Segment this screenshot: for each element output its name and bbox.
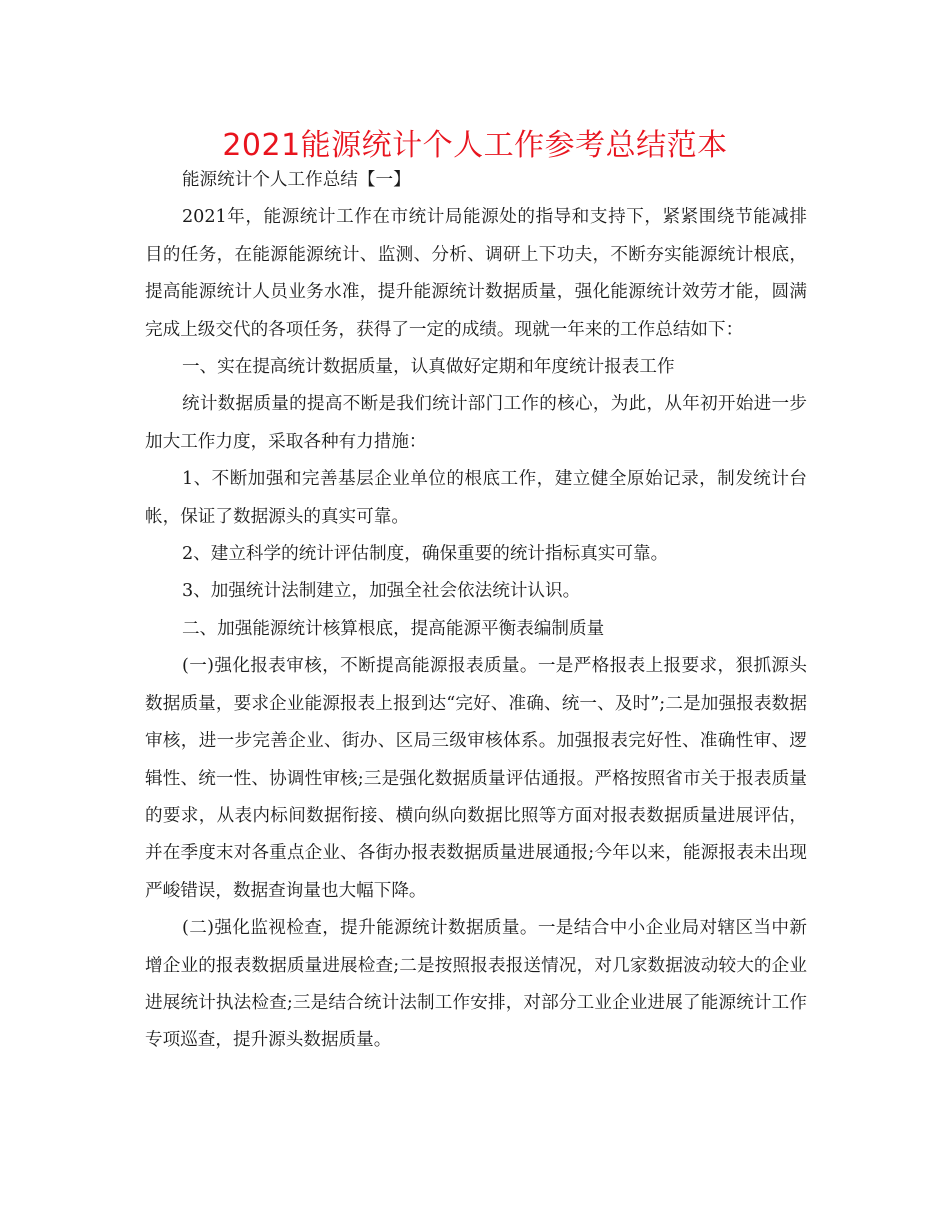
section-heading-part-1: 一、实在提高统计数据质量，认真做好定期和年度统计报表工作 bbox=[181, 357, 675, 378]
document-title: 2021能源统计个人工作参考总结范本 bbox=[222, 128, 728, 163]
paragraph-review: (一)强化报表审核，不断提高能源报表质量。一是严格报表上报要求，狠抓源头数据质量，要求企业能源报表上报到达“完好、准确、统一、及时”;二是加强报表数据审核，进一步完善企业、街办、区局三级审核体系。加强报表完好性、准确性审、逻辑性、统一性、协调性审核;三是强化数据质量评估通报。严格按照省市关于报表质量的要求，从表内标间数据衔接、横向纵向数据比照等方面对报表数据质量进展评估，并在季度末对各重点企业、各街办报表数据质量进展通报;今年以来，能源报表未出现严峻错误，数据查询量也大幅下降。 bbox=[145, 656, 807, 901]
list-item-3: 3、加强统计法制建立，加强全社会依法统计认识。 bbox=[181, 581, 581, 602]
paragraph-intro: 2021年，能源统计工作在市统计局能源处的指导和支持下，紧紧围绕节能减排目的任务，在能源能源统计、监测、分析、调研上下功夫，不断夯实能源统计根底，提高能源统计人员业务水准，提升能源统计数据质量，强化能源统计效劳才能，圆满完成上级交代的各项任务，获得了一定的成绩。现就一年来的工作总结如下： bbox=[145, 207, 807, 340]
section-heading-1: 能源统计个人工作总结【一】 bbox=[181, 170, 411, 190]
list-item-2: 2、建立科学的统计评估制度，确保重要的统计指标真实可靠。 bbox=[181, 544, 669, 565]
list-item-1: 1、不断加强和完善基层企业单位的根底工作，建立健全原始记录，制发统计台帐，保证了数据源头的真实可靠。 bbox=[145, 469, 807, 527]
document-body bbox=[145, 162, 807, 1060]
section-heading-part-2: 二、加强能源统计核算根底，提高能源平衡表编制质量 bbox=[181, 618, 605, 639]
paragraph-inspection: (二)强化监视检查，提升能源统计数据质量。一是结合中小企业局对辖区当中新增企业的报表数据质量进展检查;二是按照报表报送情况，对几家数据波动较大的企业进展统计执法检查;三是结合统计法制工作安排，对部分工业企业进展了能源统计工作专项巡查，提升源头数据质量。 bbox=[145, 918, 807, 1051]
paragraph-quality: 统计数据质量的提高不断是我们统计部门工作的核心，为此，从年初开始进一步加大工作力度，采取各种有力措施： bbox=[145, 394, 807, 452]
